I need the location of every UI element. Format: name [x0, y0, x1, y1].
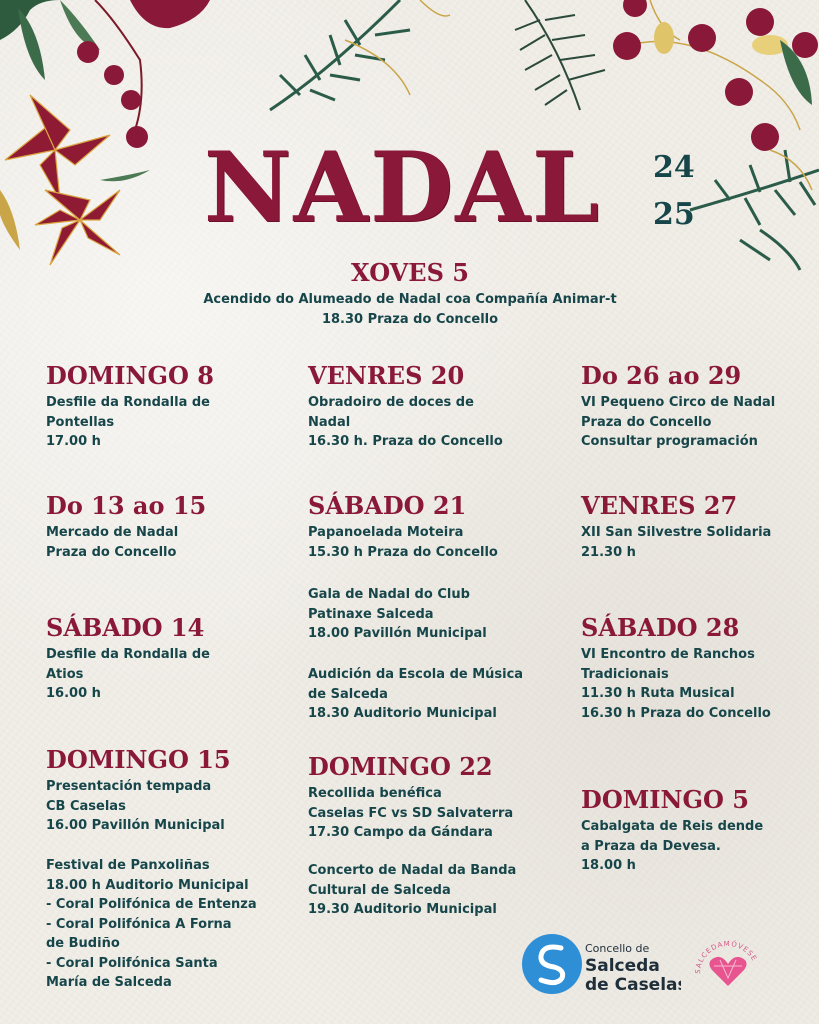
event-block: [581, 614, 771, 723]
event-line: Caselas FC vs SD Salvaterra: [308, 805, 514, 821]
event-line: Concerto de Nadal da Banda: [308, 863, 517, 878]
event-block: [46, 492, 206, 562]
event-line: Praza do Concello: [46, 544, 177, 560]
page-title: NADAL: [203, 131, 602, 244]
event-block: [308, 861, 516, 920]
event-line: CB Caselas: [46, 798, 126, 814]
logo-line1: Salceda: [585, 956, 660, 976]
event-block: [581, 786, 763, 876]
event-line: Tradicionais: [581, 666, 669, 682]
event-line: VI Encontro de Ranchos: [581, 647, 755, 662]
featured-heading: XOVES 5: [351, 258, 469, 287]
event-line: Patinaxe Salceda: [308, 606, 434, 622]
heart-logo-icon: [692, 934, 764, 996]
year-bottom: 25: [653, 197, 695, 232]
event-block: [308, 753, 513, 843]
concello-logo: [521, 934, 681, 1000]
event-line: 16.30 h Praza do Concello: [581, 705, 771, 721]
event-block: [308, 665, 523, 724]
event-line: 11.30 h Ruta Musical: [581, 686, 735, 701]
event-line: 17.30 Campo da Gándara: [308, 825, 493, 840]
event-heading: DOMINGO 5: [581, 785, 749, 814]
event-heading: DOMINGO 22: [308, 752, 493, 781]
event-heading: SÁBADO 14: [46, 613, 205, 642]
event-block: [46, 362, 214, 452]
featured-event: [160, 259, 660, 329]
event-line: Mercado de Nadal: [46, 525, 179, 540]
event-heading: DOMINGO 8: [46, 361, 214, 390]
event-line: Cultural de Salceda: [308, 882, 451, 898]
event-line: Desfile da Rondalla de: [46, 647, 210, 662]
event-line: Cabalgata de Reis dende: [581, 819, 764, 834]
event-line: Festival de Panxoliñas: [46, 858, 210, 873]
event-heading: DOMINGO 15: [46, 745, 231, 774]
event-heading: SÁBADO 28: [581, 613, 740, 642]
featured-line: Acendido do Alumeado de Nadal coa Compañía Animar-t: [203, 292, 617, 307]
event-line: 21.30 h: [581, 544, 636, 560]
event-block: [308, 362, 503, 452]
event-line: 18.00 h: [581, 858, 636, 873]
event-line: Consultar programación: [581, 434, 758, 449]
event-block: [46, 614, 210, 704]
event-line: 18.30 Auditorio Municipal: [308, 706, 497, 721]
event-heading: VENRES 20: [308, 361, 465, 390]
event-line: 17.00 h: [46, 434, 101, 449]
event-line: - Coral Polifónica de Entenza: [46, 897, 257, 912]
logo-line2: de Caselas: [585, 975, 681, 995]
event-line: Obradoiro de doces de: [308, 395, 474, 410]
event-line: Papanoelada Moteira: [308, 525, 464, 540]
event-heading: SÁBADO 21: [308, 491, 467, 520]
event-block: [308, 585, 487, 644]
event-line: Recollida benéfica: [308, 786, 442, 801]
event-line: 16.30 h. Praza do Concello: [308, 434, 503, 449]
event-heading: VENRES 27: [581, 491, 738, 520]
event-line: Audición da Escola de Música: [308, 667, 524, 682]
event-line: Praza do Concello: [581, 414, 712, 430]
year-top: 24: [653, 150, 695, 185]
event-line: VI Pequeno Circo de Nadal: [581, 395, 776, 410]
event-line: 18.00 Pavillón Municipal: [308, 626, 487, 641]
event-line: - Coral Polifónica A Forna: [46, 916, 232, 932]
event-line: Desfile da Rondalla de: [46, 395, 210, 410]
logo2-text: SALCEDAMÓVESE: [693, 939, 759, 975]
event-line: 15.30 h Praza do Concello: [308, 544, 498, 560]
event-heading: Do 26 ao 29: [581, 361, 742, 390]
event-line: Presentación tempada: [46, 779, 212, 794]
event-line: XII San Silvestre Solidaria: [581, 525, 772, 540]
event-block: [46, 746, 231, 836]
featured-line: 18.30 Praza do Concello: [321, 311, 499, 327]
event-block: [581, 492, 771, 562]
salceda-movese-logo: [692, 934, 764, 1000]
logo-small-text: Concello de: [585, 942, 650, 955]
event-block: [308, 492, 498, 562]
salceda-logo-icon: [521, 934, 681, 996]
event-line: de Budiño: [46, 936, 120, 951]
event-line: a Praza da Devesa.: [581, 838, 721, 854]
event-heading: Do 13 ao 15: [46, 491, 207, 520]
event-line: María de Salceda: [46, 975, 172, 990]
event-line: 16.00 h: [46, 686, 101, 701]
event-line: Atios: [46, 666, 84, 682]
event-line: 16.00 Pavillón Municipal: [46, 818, 225, 833]
event-line: de Salceda: [308, 686, 388, 702]
event-line: - Coral Polifónica Santa: [46, 955, 218, 971]
event-line: Nadal: [308, 414, 351, 430]
event-line: Pontellas: [46, 414, 115, 430]
event-line: 18.00 h Auditorio Municipal: [46, 877, 249, 893]
event-block: [46, 856, 257, 993]
event-line: Gala de Nadal do Club: [308, 587, 470, 602]
event-line: 19.30 Auditorio Municipal: [308, 902, 497, 917]
event-block: [581, 362, 775, 452]
